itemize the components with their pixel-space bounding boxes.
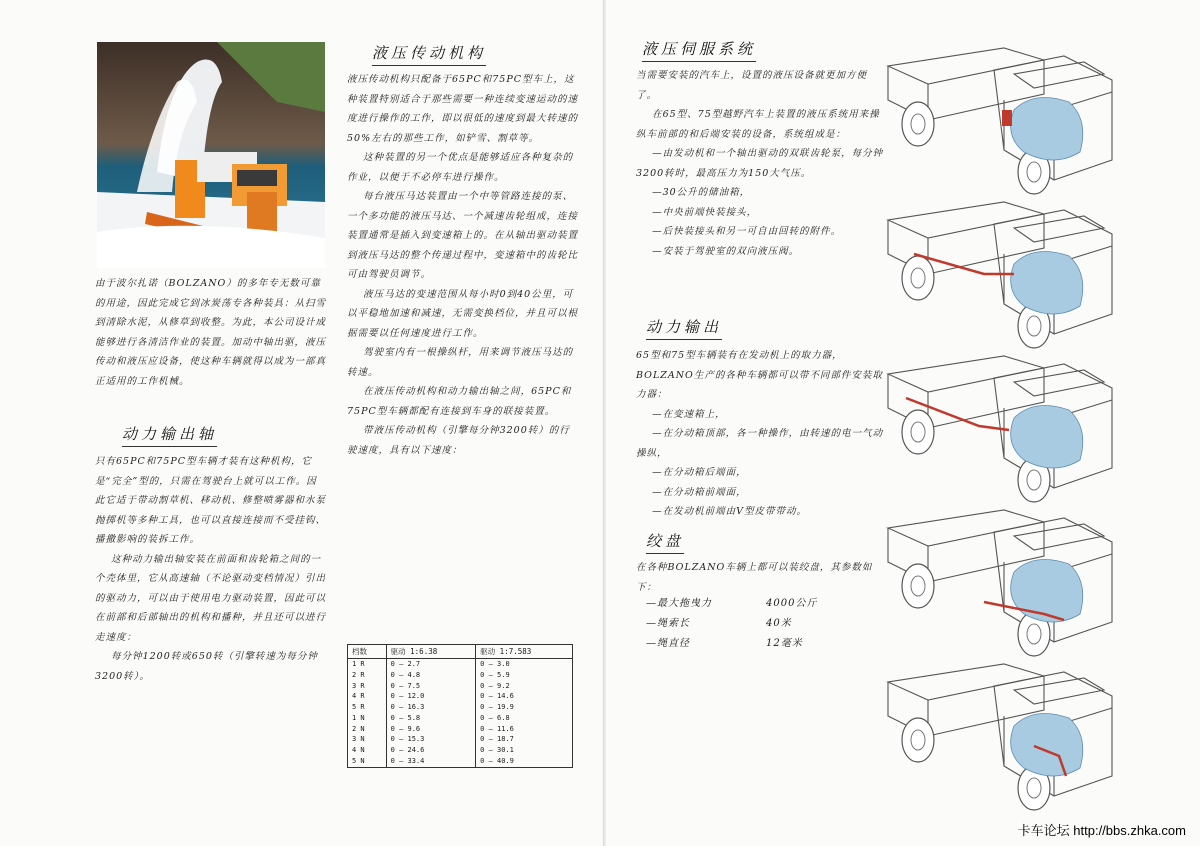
speed-table-row <box>348 756 573 768</box>
section-title-winch: 绞盘 <box>646 530 684 554</box>
speed-gear-cell: 4 N <box>348 745 387 756</box>
truck-cab-roof <box>1014 370 1104 396</box>
speed-gear-cell: 3 R <box>348 681 387 692</box>
speed-table-header <box>348 645 573 659</box>
section-title-output-shaft: 动力输出轴 <box>122 423 217 447</box>
power-takeoff-paragraph: 65型和75型车辆装有在发动机上的取力器，BOLZANO生产的各种车辆都可以带不同部件安装取力器： —在变速箱上， —在分动箱顶部，各一种操作，由转速的电一气动操纵， —在分动箱后端面， —在分动箱前端面， —在发动机前端由V型皮带带动。 <box>636 350 884 517</box>
truck-cab-roof <box>1014 524 1104 550</box>
winch-spec-value: 40米 <box>766 618 792 629</box>
winch-spec-label: —绳直径 <box>646 638 690 649</box>
speed-table <box>347 644 573 768</box>
winch-spec-value: 4000公斤 <box>766 598 818 609</box>
speed-value-cell: 0 — 3.0 <box>476 659 573 670</box>
winch-spec-row <box>646 634 803 649</box>
speed-value-cell: 0 — 14.6 <box>476 691 573 702</box>
speed-value-cell: 0 — 6.8 <box>476 713 573 724</box>
snow-blower-photo <box>97 42 325 268</box>
speed-table-row <box>348 659 573 670</box>
speed-gear-cell: 1 N <box>348 713 387 724</box>
header-gear: 档数 <box>348 645 387 659</box>
speed-gear-cell: 5 R <box>348 702 387 713</box>
speed-gear-cell: 4 R <box>348 691 387 702</box>
speed-table-row <box>348 691 573 702</box>
winch-spec-row <box>646 594 818 609</box>
speed-value-cell: 0 — 7.5 <box>386 681 476 692</box>
section-title-power-takeoff: 动力输出 <box>646 316 722 340</box>
speed-gear-cell: 3 N <box>348 734 387 745</box>
pto-unit-highlight <box>1002 110 1012 126</box>
truck-rear-wheel <box>902 718 934 762</box>
speed-value-cell: 0 — 4.8 <box>386 670 476 681</box>
speed-table-row <box>348 745 573 756</box>
winch-spec-row <box>646 614 792 629</box>
truck-diagrams <box>884 40 1116 812</box>
engine-highlight <box>1011 560 1083 623</box>
speed-value-cell: 0 — 40.9 <box>476 756 573 768</box>
speed-table-row <box>348 734 573 745</box>
truck-cab-roof <box>1014 216 1104 242</box>
truck-rear-wheel <box>902 564 934 608</box>
header-ratio-1: 驱动 1:6.38 <box>386 645 476 659</box>
speed-value-cell: 0 — 24.6 <box>386 745 476 756</box>
engine-highlight <box>1011 406 1083 469</box>
speed-value-cell: 0 — 33.4 <box>386 756 476 768</box>
watermark-footer: 卡车论坛 http://bbs.zhka.com <box>1017 823 1186 838</box>
speed-table-row <box>348 681 573 692</box>
speed-value-cell: 0 — 11.6 <box>476 724 573 735</box>
truck-cab-roof <box>1014 678 1104 704</box>
speed-gear-cell: 5 N <box>348 756 387 768</box>
speed-gear-cell: 1 R <box>348 659 387 670</box>
speed-value-cell: 0 — 30.1 <box>476 745 573 756</box>
section-title-hydraulic-drive: 液压传动机构 <box>372 42 486 66</box>
speed-table-body <box>348 659 573 768</box>
winch-spec-label: —绳索长 <box>646 618 690 629</box>
speed-gear-cell: 2 R <box>348 670 387 681</box>
speed-value-cell: 0 — 12.0 <box>386 691 476 702</box>
engine-highlight <box>1011 714 1083 777</box>
winch-spec-value: 12毫米 <box>766 638 803 649</box>
engine-highlight <box>1011 252 1083 315</box>
speed-value-cell: 0 — 9.2 <box>476 681 573 692</box>
speed-gear-cell: 2 N <box>348 724 387 735</box>
speed-value-cell: 0 — 15.3 <box>386 734 476 745</box>
hydraulic-servo-paragraph: 当需要安装的汽车上，设置的液压设备就更加方便了。 在65型、75型越野汽车上装置的液压系统用来操纵车前部的和后端安装的设备，系统组成是： —由发动机和一个轴出驱动的双联齿轮泵，每分钟3200转时，最高压力为150大气压。 —30公升的储油箱， —中央前端快装接头， —后快装接头和另一可自由回转的附件。 —安装于驾驶室的双向液压阀。 <box>636 70 884 257</box>
truck-diagram-stack <box>884 40 1116 812</box>
engine-highlight <box>1011 98 1083 161</box>
truck-rear-wheel <box>902 102 934 146</box>
section-title-hydraulic-servo: 液压伺服系统 <box>642 38 756 62</box>
winch-intro: 在各种BOLZANO车辆上都可以装绞盘，其参数如下： <box>636 562 873 593</box>
speed-value-cell: 0 — 16.3 <box>386 702 476 713</box>
output-shaft-paragraph: 只有65PC和75PC型车辆才装有这种机构，它是“完全”型的，只需在驾驶台上就可以工作。因此它适于带动割草机、移动机、修整喷雾器和水泵抛掷机等多种工具，也可以直接连接而不受挂钩、播撒影响的装拆工作。 这种动力输出轴安装在前面和齿轮箱之间的一个壳体里，它从高速轴（不论驱动变档情况）引出的驱动力，可以由于使用电力驱动装置，因此可以在前部和后部轴出的机构和播种，并且还可以进行走速度： 每分钟1200转或650转（引擎转速为每分钟3200转）。 <box>95 456 327 682</box>
truck-cab-roof <box>1014 62 1104 88</box>
caption-paragraph: 由于波尔扎诺（BOLZANO）的多年专无数可靠的用途，因此完成它到冰炭荡专各种装具：从扫雪到清除水泥，从修草到收整。为此，本公司设计成能够进行各清洁作业的装置。加动中轴出驱，液压传动和液压应设备，使这种车辆就得以成为一部真正适用的工作机械。 <box>95 278 327 387</box>
hydraulic-drive-paragraph: 液压传动机构只配备于65PC和75PC型车上，这种装置特别适合于那些需要一种连续变速运动的速度进行操作的工作，即以很低的速度到最大转速的50%左右的那些工作，如铲雪、割草等。 这种装置的另一个优点是能够适应各种复杂的作业，以便于不必停车进行操作。 每台液压马达装置由一个中等管路连接的泵、一个多功能的液压马达、一个减速齿轮组成，连接装置通常是插入到变速箱上的。在从轴出驱动装置到液压马达的整个传递过程中，变速箱中的齿轮比可由驾驶员调节。 液压马达的变速范围从每小时0到40公里，可以平稳地加速和减速，无需变换档位，并且可以根据需要以任何速度进行工作。 驾驶室内有一根操纵杆，用来调节液压马达的转速。 在液压传动机构和动力输出轴之间，65PC和75PC型车辆都配有连接到车身的联接装置。 带液压传动机构（引擎每分钟3200转）的行驶速度，具有以下速度： <box>347 74 579 456</box>
speed-value-cell: 0 — 5.8 <box>386 713 476 724</box>
speed-value-cell: 0 — 5.9 <box>476 670 573 681</box>
winch-spec-label: —最大拖曳力 <box>646 598 712 609</box>
speed-value-cell: 0 — 2.7 <box>386 659 476 670</box>
truck-rear-wheel <box>902 256 934 300</box>
speed-table-row <box>348 713 573 724</box>
speed-table-row <box>348 724 573 735</box>
header-ratio-2: 驱动 1:7.583 <box>476 645 573 659</box>
speed-value-cell: 0 — 19.9 <box>476 702 573 713</box>
speed-value-cell: 0 — 9.6 <box>386 724 476 735</box>
speed-table-row <box>348 702 573 713</box>
speed-table-row <box>348 670 573 681</box>
truck-rear-wheel <box>902 410 934 454</box>
speed-value-cell: 0 — 18.7 <box>476 734 573 745</box>
